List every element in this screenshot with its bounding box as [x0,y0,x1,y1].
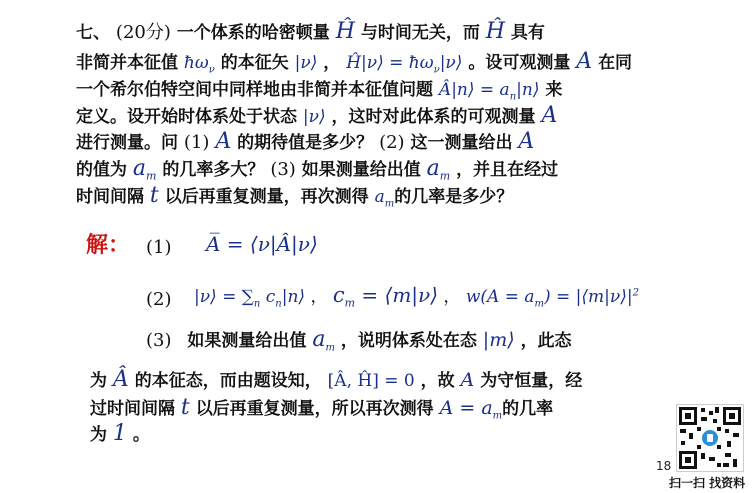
expectation-equation: A̅ = ⟨ν|Â|ν⟩ [206,232,318,256]
solution-step-2-number: (2) [146,289,172,310]
problem-line-7: 时间间隔 t 以后再重复测量，再次测得 $a_m$的几率是多少？ [76,183,514,210]
problem-line-6: 的值为 $a_m$ 的几率多大？ (3) 如果测量给出值 $a_m$ ，并且在经过 [76,156,559,183]
solution-line-4: 为 Â 的本征态，而由题设知， [Â, Ĥ] = 0 ，故 A 为守恒量，经 [90,367,583,392]
qr-caption: 扫一扫 找资料 [669,476,746,490]
problem-line-3: 一个希尔伯特空间中同样地由非简并本征值问题 Â|n⟩ = $a_n|n⟩$ 来 [76,80,563,103]
solution-step-3: (3) 如果测量给出值 $a_m$ ，说明体系处在态 |m⟩ ，此态 [146,327,572,354]
expansion-equations: |ν⟩ = $\sum_n$ $c_n|n⟩$ ， $c_m$ = ⟨m|ν⟩ ， $w(A = a_m)$ = $|⟨m|\nu⟩|^2$ [194,283,639,310]
qr-code-graphic [677,405,743,471]
solution-step-1: (1) [146,237,172,258]
problem-line-2: 非简并本征值 $ħ\omega_\nu$ 的本征矢 |ν⟩ ， Ĥ|ν⟩ = $ħ\omega_\nu|\nu⟩$ 。设可观测量 A 在同 [76,49,633,76]
problem-line-5: 进行测量。问 (1) A 的期待值是多少？ (2) 这一测量给出 A [76,129,535,154]
solution-label: 解： [86,233,131,258]
qr-code-icon [676,404,744,472]
solution-line-5: 过时间间隔 t 以后再重复测量，所以再次测得 $A = a_m$的几率 [90,395,554,422]
problem-line-4: 定义。设开始时体系处于状态 |ν⟩ ，这时对此体系的可观测量 A [76,103,558,128]
solution-line-6: 为 1 。 [90,421,150,446]
page-number: 18 [656,459,672,473]
problem-line-1: 七、 (20分) 一个体系的哈密顿量 Ĥ 与时间无关，而 Ĥ 具有 [76,19,545,44]
